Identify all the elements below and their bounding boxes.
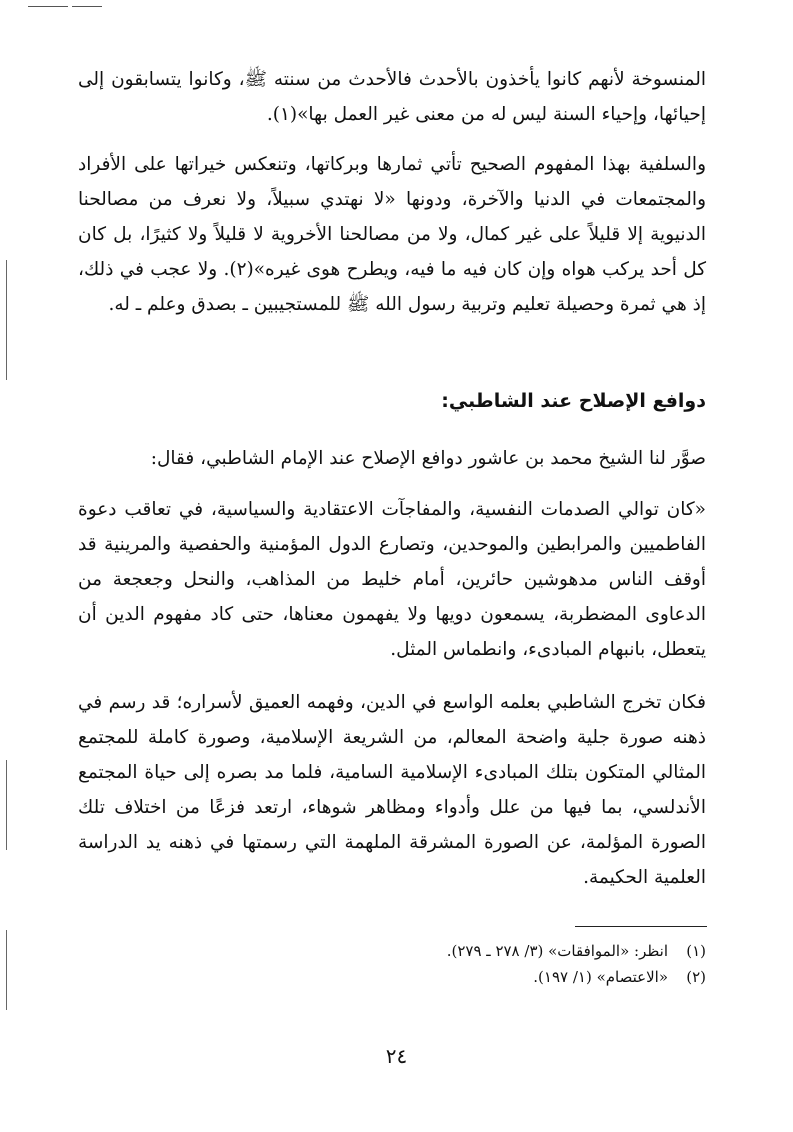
scan-edge-left — [6, 930, 7, 1010]
footnote-separator — [575, 926, 707, 927]
scan-edge-left — [6, 760, 7, 850]
footnote-text: «الاعتصام» (١/ ١٩٧). — [533, 968, 668, 986]
footnote-number: (١) — [686, 942, 706, 960]
footnotes — [78, 938, 706, 990]
paragraph: صوَّر لنا الشيخ محمد بن عاشور دوافع الإصلاح عند الإمام الشاطبي، فقال: — [150, 448, 706, 469]
scan-artifact-top — [72, 6, 102, 7]
paragraph: والسلفية بهذا المفهوم الصحيح تأتي ثمارها وبركاتها، وتنعكس خيراتها على الأفراد والمجتمعات في الدنيا والآخرة، ودونها «لا نهتدي سبيلاً، ولا نعرف من مصالحنا الدنيوية إلا قليلاً على غير كمال، ولا من مصالحنا الأخروية لا قليلاً ولا كثيرًا، بل كان كل أحد يركب هواه وإن كان فيه ما فيه، ويطرح هوى غيره»(٢). ولا عجب في ذلك، إذ هي ثمرة وحصيلة تعليم وتربية رسول الله ﷺ للمستجيبين ـ بصدق وعلم ـ له. — [78, 154, 707, 315]
scan-edge-left — [6, 260, 7, 380]
paragraph: المنسوخة لأنهم كانوا يأخذون بالأحدث فالأحدث من سنته ﷺ، وكانوا يتسابقون إلى إحيائها، وإحياء السنة ليس له من معنى غير العمل بها»(١). — [78, 69, 706, 125]
footnote-text: انظر: «الموافقات» (٣/ ٢٧٨ ـ ٢٧٩). — [446, 942, 668, 960]
footnote — [78, 964, 706, 990]
footnote-number: (٢) — [686, 968, 706, 986]
page-number: ٢٤ — [385, 1044, 408, 1068]
section-heading: دوافع الإصلاح عند الشاطبي: — [441, 390, 706, 412]
quoted-paragraph: فكان تخرج الشاطبي بعلمه الواسع في الدين، وفهمه العميق لأسراره؛ قد رسم في ذهنه صورة جلية واضحة المعالم، من الشريعة الإسلامية، وصورة كاملة للمجتمع المثالي المتكون بتلك المبادىء الإسلامية السامية، فلما مد بصره إلى حياة المجتمع الأندلسي، بما فيها من علل وأدواء ومظاهر شوهاء، ارتعد فزعًا من اختلاف تلك الصورة المؤلمة، عن الصورة المشرقة الملهمة التي رسمتها في ذهنه يد الدراسة العلمية الحكيمة. — [78, 692, 706, 888]
quoted-paragraph: «كان توالي الصدمات النفسية، والمفاجآت الاعتقادية والسياسية، في تعاقب دعوة الفاطميين والمرابطين والموحدين، وتصارع الدول المؤمنية والحفصية والمرينية قد أوقف الناس مدهوشين حائرين، أمام خليط من المذاهب، والنحل وجعجعة من الدعاوى المضطربة، يسمعون دويها ولا يفهمون معناها، حتى كاد مفهوم الدين أن يتعطل، بانبهام المبادىء، وانطماس المثل. — [78, 499, 706, 660]
footnote — [78, 938, 706, 964]
scan-artifact-top — [28, 6, 68, 7]
